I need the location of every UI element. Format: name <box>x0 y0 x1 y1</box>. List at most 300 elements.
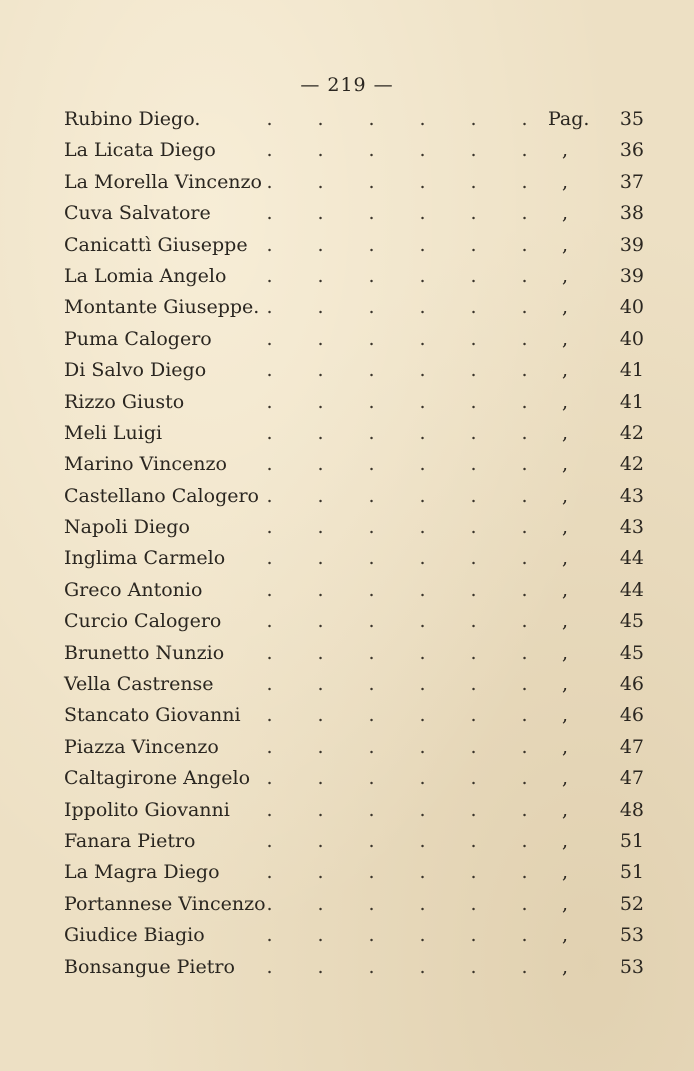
leader-dot: . <box>419 610 426 633</box>
dot-leader <box>244 198 564 229</box>
leader-dot: . <box>521 516 528 539</box>
ditto-comma: , <box>562 421 569 444</box>
entry-name: Rizzo Giusto <box>64 390 185 413</box>
leader-dot: . <box>368 735 375 758</box>
index-entry <box>64 481 644 512</box>
leader-dot: . <box>470 610 477 633</box>
leader-dot: . <box>317 767 324 790</box>
name-index-list <box>64 104 644 983</box>
leader-dot: . <box>266 673 273 696</box>
entry-page-number: 45 <box>619 641 644 664</box>
ditto-comma: , <box>562 170 569 193</box>
leader-dot: . <box>419 547 426 570</box>
leader-dot: . <box>419 673 426 696</box>
leader-dot: . <box>470 421 477 444</box>
leader-dot: . <box>419 829 426 852</box>
entry-name: La Licata Diego <box>64 139 216 162</box>
entry-page-number: 43 <box>619 516 644 539</box>
leader-dot: . <box>419 735 426 758</box>
ditto-comma: , <box>562 359 569 382</box>
leader-dot: . <box>317 139 324 162</box>
entry-page-number: 53 <box>619 955 644 978</box>
dot-leader <box>244 795 564 826</box>
leader-dot: . <box>419 578 426 601</box>
entry-name: Rubino Diego. <box>64 108 201 130</box>
dot-leader <box>244 418 564 449</box>
leader-dot: . <box>419 955 426 978</box>
entry-name: Cuva Salvatore <box>64 202 211 225</box>
ditto-comma: , <box>562 861 569 884</box>
dot-leader <box>244 355 564 386</box>
entry-name: Canicattì Giuseppe <box>64 233 248 256</box>
leader-dot: . <box>419 453 426 476</box>
entry-name: Marino Vincenzo <box>64 453 227 476</box>
entry-page-number: 44 <box>619 547 644 570</box>
leader-dot: . <box>521 829 528 852</box>
entry-name: La Morella Vincenzo <box>64 170 262 193</box>
leader-dot: . <box>470 108 477 130</box>
index-entry <box>64 198 644 229</box>
entry-name: Di Salvo Diego <box>64 359 207 382</box>
leader-dot: . <box>521 327 528 350</box>
ditto-comma: , <box>562 767 569 790</box>
entry-page-number: 40 <box>619 327 644 350</box>
dot-leader <box>244 606 564 637</box>
ditto-comma: , <box>562 578 569 601</box>
leader-dot: . <box>317 924 324 947</box>
index-entry <box>64 135 644 166</box>
entry-page-number: 39 <box>619 264 644 287</box>
leader-dot: . <box>419 139 426 162</box>
leader-dot: . <box>317 327 324 350</box>
leader-dot: . <box>419 170 426 193</box>
leader-dot: . <box>317 892 324 915</box>
leader-dot: . <box>470 704 477 727</box>
leader-dot: . <box>470 170 477 193</box>
leader-dot: . <box>419 641 426 664</box>
ditto-comma: , <box>562 327 569 350</box>
leader-dot: . <box>266 610 273 633</box>
leader-dot: . <box>368 359 375 382</box>
entry-name: Curcio Calogero <box>64 610 222 633</box>
dot-leader <box>244 512 564 543</box>
ditto-comma: , <box>562 673 569 696</box>
entry-page-number: 41 <box>619 390 644 413</box>
leader-dot: . <box>368 798 375 821</box>
leader-dot: . <box>470 390 477 413</box>
entry-page-number: 52 <box>619 892 644 915</box>
entry-page-number: 47 <box>619 767 644 790</box>
leader-dot: . <box>368 704 375 727</box>
dot-leader <box>244 261 564 292</box>
ditto-comma: , <box>562 610 569 633</box>
index-entry <box>64 512 644 543</box>
leader-dot: . <box>266 547 273 570</box>
leader-dot: . <box>266 170 273 193</box>
index-entry <box>64 292 644 323</box>
leader-dot: . <box>368 829 375 852</box>
index-entry <box>64 543 644 574</box>
index-entry <box>64 638 644 669</box>
entry-name: Ippolito Giovanni <box>64 798 230 821</box>
leader-dot: . <box>317 233 324 256</box>
leader-dot: . <box>368 139 375 162</box>
leader-dot: . <box>368 516 375 539</box>
leader-dot: . <box>470 202 477 225</box>
leader-dot: . <box>368 264 375 287</box>
ditto-comma: , <box>562 924 569 947</box>
leader-dot: . <box>266 233 273 256</box>
leader-dot: . <box>368 233 375 256</box>
leader-dot: . <box>419 202 426 225</box>
index-entry <box>64 795 644 826</box>
index-entry <box>64 261 644 292</box>
ditto-comma: , <box>562 829 569 852</box>
leader-dot: . <box>266 516 273 539</box>
index-entry <box>64 763 644 794</box>
index-entry <box>64 387 644 418</box>
leader-dot: . <box>419 704 426 727</box>
index-entry <box>64 700 644 731</box>
leader-dot: . <box>470 798 477 821</box>
index-entry <box>64 732 644 763</box>
leader-dot: . <box>317 296 324 319</box>
leader-dot: . <box>266 359 273 382</box>
leader-dot: . <box>368 170 375 193</box>
entry-name: Greco Antonio <box>64 578 203 601</box>
leader-dot: . <box>470 139 477 162</box>
leader-dot: . <box>266 264 273 287</box>
index-entry <box>64 857 644 888</box>
leader-dot: . <box>317 955 324 978</box>
leader-dot: . <box>368 296 375 319</box>
index-entry <box>64 952 644 983</box>
leader-dot: . <box>521 264 528 287</box>
entry-page-number: 48 <box>619 798 644 821</box>
dot-leader <box>244 669 564 700</box>
dot-leader <box>244 135 564 166</box>
ditto-comma: , <box>562 484 569 507</box>
leader-dot: . <box>368 390 375 413</box>
leader-dot: . <box>317 735 324 758</box>
entry-page-number: 51 <box>619 829 644 852</box>
leader-dot: . <box>470 892 477 915</box>
entry-name: Castellano Calogero <box>64 484 260 507</box>
leader-dot: . <box>419 359 426 382</box>
leader-dot: . <box>470 673 477 696</box>
leader-dot: . <box>266 924 273 947</box>
leader-dot: . <box>521 861 528 884</box>
leader-dot: . <box>368 924 375 947</box>
leader-dot: . <box>266 296 273 319</box>
ditto-comma: , <box>562 955 569 978</box>
leader-dot: . <box>266 453 273 476</box>
ditto-comma: , <box>562 390 569 413</box>
leader-dot: . <box>521 892 528 915</box>
dot-leader <box>244 857 564 888</box>
leader-dot: . <box>266 390 273 413</box>
leader-dot: . <box>317 421 324 444</box>
dot-leader <box>244 763 564 794</box>
dot-leader <box>244 324 564 355</box>
leader-dot: . <box>521 673 528 696</box>
leader-dot: . <box>266 892 273 915</box>
index-entry <box>64 324 644 355</box>
leader-dot: . <box>368 641 375 664</box>
dot-leader <box>244 543 564 574</box>
leader-dot: . <box>419 296 426 319</box>
index-entry <box>64 889 644 920</box>
dot-leader <box>244 638 564 669</box>
ditto-comma: , <box>562 233 569 256</box>
entry-page-number: 41 <box>619 359 644 382</box>
leader-dot: . <box>368 421 375 444</box>
page-abbreviation-label: Pag. <box>548 108 590 130</box>
ditto-comma: , <box>562 704 569 727</box>
entry-name: Giudice Biagio <box>64 924 205 947</box>
leader-dot: . <box>317 108 324 130</box>
dot-leader <box>244 104 564 135</box>
ditto-comma: , <box>562 453 569 476</box>
leader-dot: . <box>470 829 477 852</box>
dot-leader <box>244 826 564 857</box>
leader-dot: . <box>521 233 528 256</box>
index-entry <box>64 449 644 480</box>
entry-page-number: 42 <box>619 453 644 476</box>
leader-dot: . <box>317 453 324 476</box>
leader-dot: . <box>266 202 273 225</box>
leader-dot: . <box>470 641 477 664</box>
leader-dot: . <box>317 390 324 413</box>
leader-dot: . <box>521 359 528 382</box>
leader-dot: . <box>521 170 528 193</box>
leader-dot: . <box>521 955 528 978</box>
entry-page-number: 47 <box>619 735 644 758</box>
leader-dot: . <box>317 641 324 664</box>
dot-leader <box>244 700 564 731</box>
dot-leader <box>244 732 564 763</box>
entry-name: Piazza Vincenzo <box>64 735 219 758</box>
ditto-comma: , <box>562 264 569 287</box>
leader-dot: . <box>470 359 477 382</box>
ditto-comma: , <box>562 735 569 758</box>
index-entry <box>64 826 644 857</box>
leader-dot: . <box>368 578 375 601</box>
leader-dot: . <box>521 610 528 633</box>
leader-dot: . <box>368 327 375 350</box>
index-entry <box>64 355 644 386</box>
leader-dot: . <box>521 453 528 476</box>
entry-name: Stancato Giovanni <box>64 704 241 727</box>
leader-dot: . <box>317 578 324 601</box>
page-number: — 219 — <box>300 74 394 96</box>
index-entry <box>64 920 644 951</box>
leader-dot: . <box>419 798 426 821</box>
leader-dot: . <box>521 139 528 162</box>
leader-dot: . <box>368 547 375 570</box>
leader-dot: . <box>266 108 273 130</box>
leader-dot: . <box>521 296 528 319</box>
entry-name: Montante Giuseppe. <box>64 296 260 319</box>
leader-dot: . <box>368 484 375 507</box>
leader-dot: . <box>368 892 375 915</box>
leader-dot: . <box>317 829 324 852</box>
leader-dot: . <box>317 264 324 287</box>
ditto-comma: , <box>562 139 569 162</box>
leader-dot: . <box>470 924 477 947</box>
leader-dot: . <box>470 484 477 507</box>
entry-page-number: 40 <box>619 296 644 319</box>
leader-dot: . <box>368 673 375 696</box>
leader-dot: . <box>317 798 324 821</box>
entry-page-number: 46 <box>619 704 644 727</box>
leader-dot: . <box>470 767 477 790</box>
leader-dot: . <box>317 861 324 884</box>
dot-leader <box>244 889 564 920</box>
leader-dot: . <box>419 861 426 884</box>
leader-dot: . <box>368 861 375 884</box>
dot-leader <box>244 575 564 606</box>
dot-leader <box>244 230 564 261</box>
leader-dot: . <box>419 484 426 507</box>
leader-dot: . <box>470 516 477 539</box>
leader-dot: . <box>419 767 426 790</box>
leader-dot: . <box>368 108 375 130</box>
leader-dot: . <box>521 924 528 947</box>
leader-dot: . <box>266 955 273 978</box>
ditto-comma: , <box>562 296 569 319</box>
index-entry <box>64 230 644 261</box>
leader-dot: . <box>470 955 477 978</box>
leader-dot: . <box>470 296 477 319</box>
leader-dot: . <box>266 861 273 884</box>
ditto-comma: , <box>562 547 569 570</box>
leader-dot: . <box>521 767 528 790</box>
leader-dot: . <box>266 641 273 664</box>
leader-dot: . <box>419 108 426 130</box>
leader-dot: . <box>419 421 426 444</box>
entry-name: Caltagirone Angelo <box>64 767 251 790</box>
leader-dot: . <box>419 924 426 947</box>
leader-dot: . <box>470 861 477 884</box>
leader-dot: . <box>266 735 273 758</box>
leader-dot: . <box>368 610 375 633</box>
leader-dot: . <box>368 955 375 978</box>
leader-dot: . <box>419 390 426 413</box>
leader-dot: . <box>266 767 273 790</box>
ditto-comma: , <box>562 892 569 915</box>
leader-dot: . <box>419 327 426 350</box>
entry-page-number: 45 <box>619 610 644 633</box>
index-entry <box>64 418 644 449</box>
leader-dot: . <box>470 327 477 350</box>
leader-dot: . <box>419 264 426 287</box>
dot-leader <box>244 167 564 198</box>
leader-dot: . <box>419 516 426 539</box>
leader-dot: . <box>521 108 528 130</box>
leader-dot: . <box>368 767 375 790</box>
entry-page-number: 36 <box>619 139 644 162</box>
leader-dot: . <box>266 798 273 821</box>
dot-leader <box>244 952 564 983</box>
leader-dot: . <box>470 233 477 256</box>
leader-dot: . <box>266 704 273 727</box>
ditto-comma: , <box>562 641 569 664</box>
entry-name: La Lomia Angelo <box>64 264 227 287</box>
entry-page-number: 39 <box>619 233 644 256</box>
entry-name: Vella Castrense <box>64 673 214 696</box>
leader-dot: . <box>368 202 375 225</box>
dot-leader <box>244 920 564 951</box>
leader-dot: . <box>521 798 528 821</box>
entry-name: Puma Calogero <box>64 327 212 350</box>
dot-leader <box>244 387 564 418</box>
leader-dot: . <box>368 453 375 476</box>
leader-dot: . <box>521 484 528 507</box>
leader-dot: . <box>521 704 528 727</box>
leader-dot: . <box>521 735 528 758</box>
ditto-comma: , <box>562 202 569 225</box>
entry-page-number: 44 <box>619 578 644 601</box>
leader-dot: . <box>317 202 324 225</box>
leader-dot: . <box>521 421 528 444</box>
leader-dot: . <box>317 673 324 696</box>
leader-dot: . <box>521 578 528 601</box>
leader-dot: . <box>317 484 324 507</box>
leader-dot: . <box>266 829 273 852</box>
leader-dot: . <box>266 578 273 601</box>
leader-dot: . <box>317 170 324 193</box>
leader-dot: . <box>521 390 528 413</box>
leader-dot: . <box>521 547 528 570</box>
leader-dot: . <box>470 578 477 601</box>
leader-dot: . <box>419 233 426 256</box>
entry-name: Inglima Carmelo <box>64 547 226 570</box>
leader-dot: . <box>419 892 426 915</box>
entry-page-number: 42 <box>619 421 644 444</box>
ditto-comma: , <box>562 516 569 539</box>
dot-leader <box>244 449 564 480</box>
ditto-comma: , <box>562 798 569 821</box>
leader-dot: . <box>521 641 528 664</box>
entry-page-number: 51 <box>619 861 644 884</box>
entry-page-number: 43 <box>619 484 644 507</box>
leader-dot: . <box>266 421 273 444</box>
leader-dot: . <box>470 547 477 570</box>
leader-dot: . <box>266 139 273 162</box>
leader-dot: . <box>266 327 273 350</box>
entry-name: Bonsangue Pietro <box>64 955 235 978</box>
entry-name: La Magra Diego <box>64 861 220 884</box>
entry-page-number: 35 <box>619 108 644 130</box>
entry-name: Brunetto Nunzio <box>64 641 225 664</box>
index-entry <box>64 606 644 637</box>
entry-name: Meli Luigi <box>64 421 163 444</box>
leader-dot: . <box>317 704 324 727</box>
leader-dot: . <box>266 484 273 507</box>
index-entry <box>64 167 644 198</box>
leader-dot: . <box>317 359 324 382</box>
entry-page-number: 37 <box>619 170 644 193</box>
entry-name: Portannese Vincenzo <box>64 892 266 915</box>
index-entry <box>64 104 644 135</box>
index-entry <box>64 669 644 700</box>
dot-leader <box>244 292 564 323</box>
entry-page-number: 46 <box>619 673 644 696</box>
leader-dot: . <box>521 202 528 225</box>
dot-leader <box>244 481 564 512</box>
entry-page-number: 38 <box>619 202 644 225</box>
